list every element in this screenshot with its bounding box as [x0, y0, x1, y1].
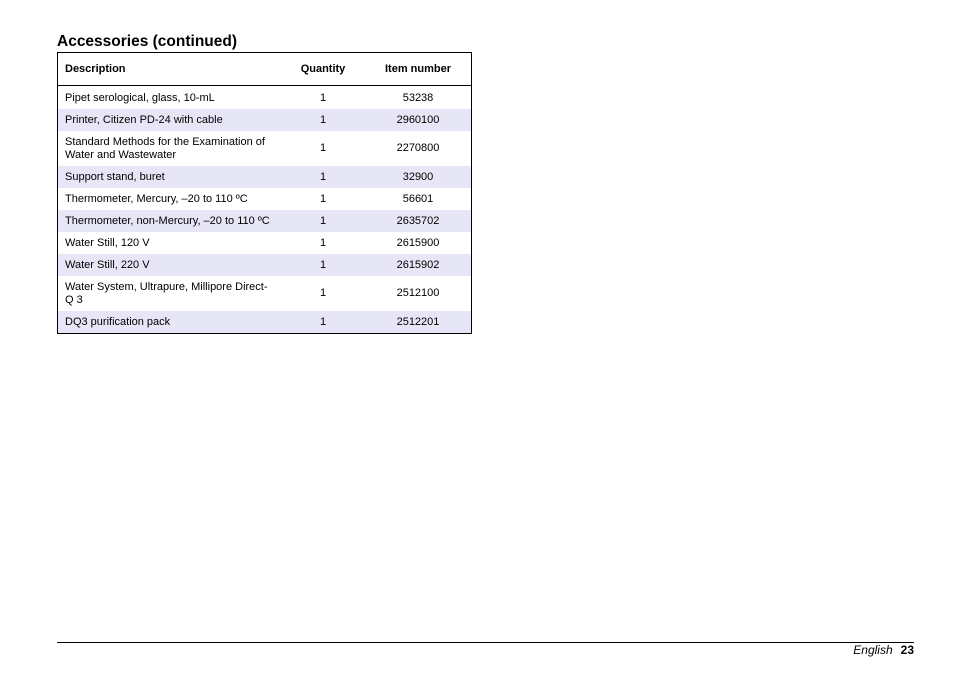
cell-quantity: 1 — [281, 254, 365, 276]
footer-language: English — [853, 643, 893, 657]
table-row — [58, 232, 471, 254]
table-row — [58, 311, 471, 333]
table-row — [58, 210, 471, 232]
cell-description: Standard Methods for the Examination of Water and Wastewater — [65, 135, 265, 161]
cell-description: Support stand, buret — [58, 166, 281, 188]
cell-item-number: 2635702 — [365, 210, 471, 232]
cell-quantity: 1 — [281, 311, 365, 333]
cell-description: Thermometer, Mercury, –20 to 110 ºC — [65, 192, 248, 205]
table-row — [58, 166, 471, 188]
cell-quantity: 1 — [319, 192, 327, 205]
cell-quantity: 1 — [281, 166, 365, 188]
cell-item-number: 2270800 — [396, 142, 440, 154]
cell-description: Water System, Ultrapure, Millipore Direct-Q 3 — [65, 280, 268, 306]
column-header-description: Description — [58, 53, 281, 86]
cell-item-number: 2615902 — [365, 254, 471, 276]
cell-item-number: 2615900 — [396, 236, 440, 249]
table-row — [58, 188, 471, 210]
cell-quantity: 1 — [319, 236, 327, 249]
cell-quantity: 1 — [319, 142, 327, 154]
cell-item-number: 2512201 — [365, 311, 471, 333]
column-header-item-number: Item number — [365, 53, 471, 86]
cell-item-number: 32900 — [365, 166, 471, 188]
cell-quantity: 1 — [319, 91, 327, 104]
accessories-table — [57, 52, 472, 334]
cell-description: Pipet serological, glass, 10-mL — [65, 91, 215, 104]
column-header-quantity: Quantity — [281, 53, 365, 86]
table-header-row — [58, 53, 471, 86]
page-number: 23 — [900, 643, 914, 657]
cell-description: Printer, Citizen PD-24 with cable — [58, 109, 281, 131]
table-row — [58, 276, 471, 311]
cell-item-number: 53238 — [402, 91, 434, 104]
footer-divider — [57, 642, 914, 643]
table-row — [58, 131, 471, 166]
cell-item-number: 2512100 — [396, 287, 440, 299]
cell-description: Water Still, 220 V — [58, 254, 281, 276]
cell-description: Water Still, 120 V — [65, 236, 150, 249]
table-row — [58, 87, 471, 109]
page-title: Accessories (continued) — [57, 33, 238, 50]
cell-description: Thermometer, non-Mercury, –20 to 110 ºC — [58, 210, 281, 232]
cell-quantity: 1 — [281, 109, 365, 131]
page-footer — [853, 643, 914, 657]
cell-quantity: 1 — [319, 287, 327, 299]
cell-item-number: 2960100 — [365, 109, 471, 131]
cell-quantity: 1 — [281, 210, 365, 232]
table-row — [58, 254, 471, 276]
cell-item-number: 56601 — [402, 192, 434, 205]
cell-description: DQ3 purification pack — [58, 311, 281, 333]
table-row — [58, 109, 471, 131]
